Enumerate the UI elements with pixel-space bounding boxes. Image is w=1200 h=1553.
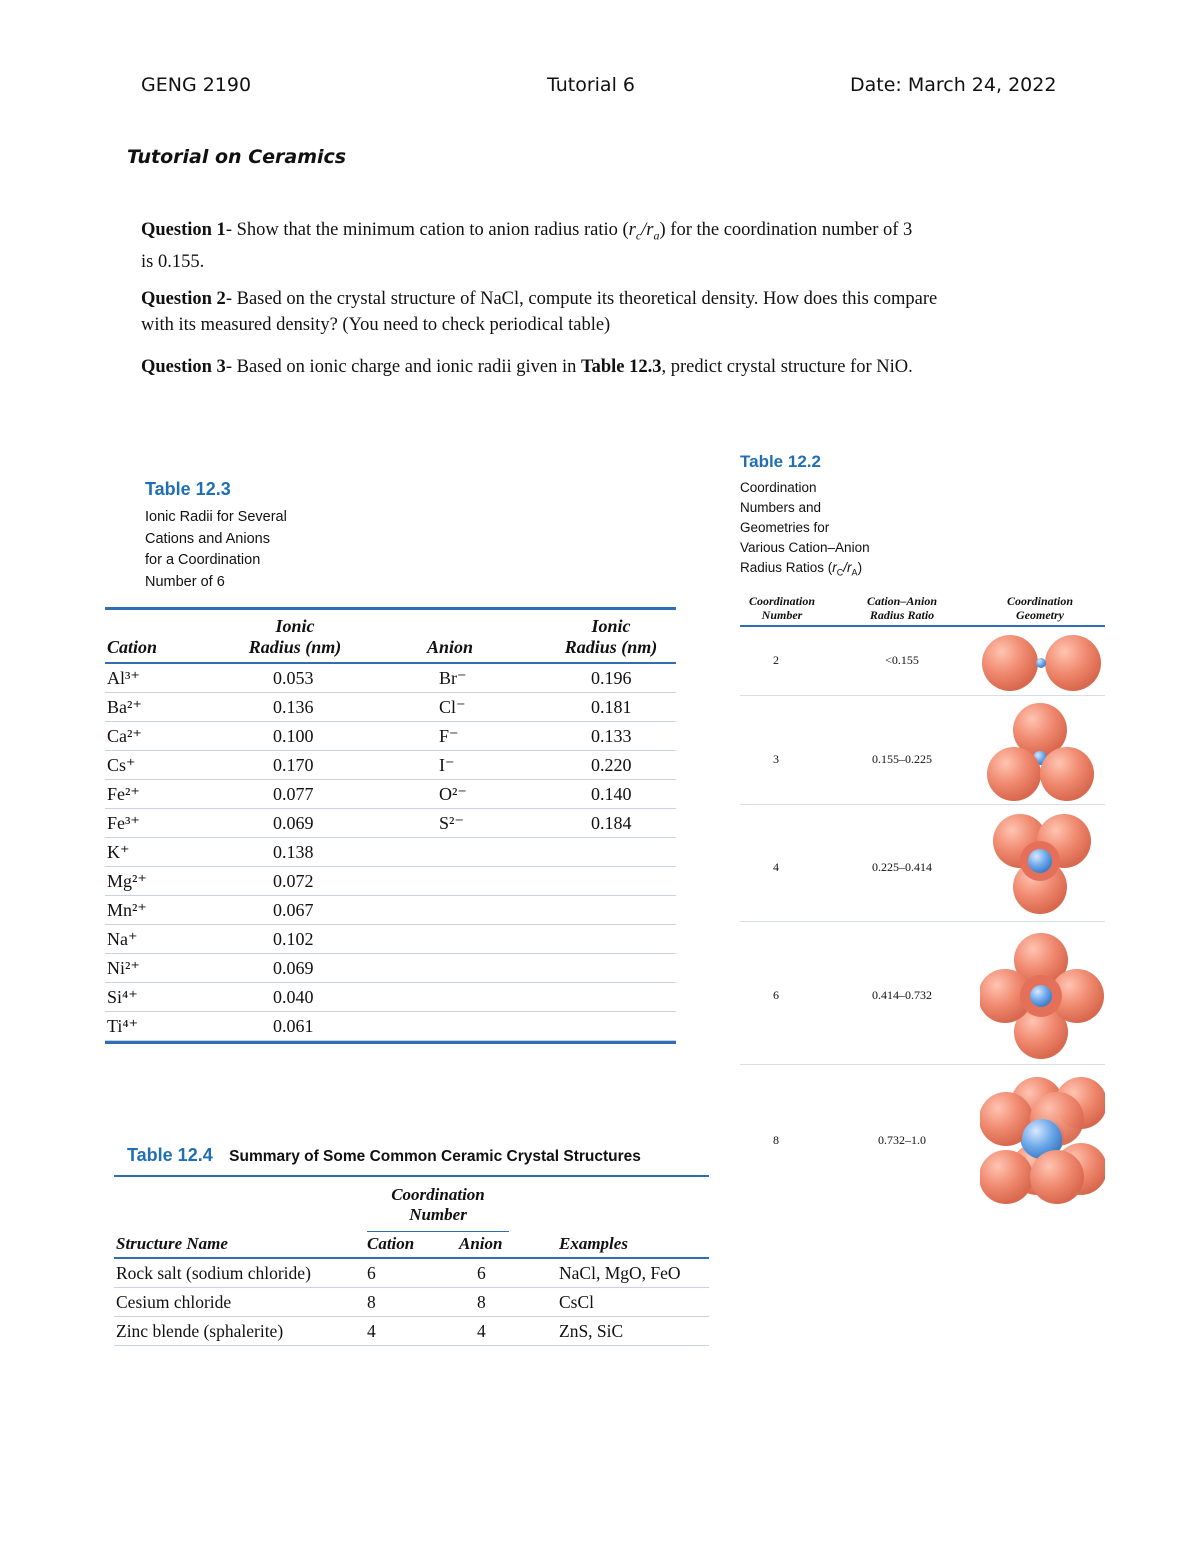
anion-cell: Br⁻ [439, 668, 467, 688]
table-row: 3 0.155–0.225 [740, 696, 1105, 805]
cation-cell: Mn²⁺ [107, 900, 147, 920]
table-row [105, 664, 676, 693]
header-course: GENG 2190 [141, 74, 252, 96]
cation-radius-cell: 0.102 [273, 929, 314, 949]
coordination-8-geometry-icon [980, 1065, 1105, 1205]
examples-cell: CsCl [559, 1292, 595, 1312]
examples-cell: NaCl, MgO, FeO [559, 1263, 681, 1283]
table-row [105, 838, 676, 867]
anion-cell: 6 [477, 1263, 486, 1283]
cation-cell: 8 [367, 1292, 376, 1312]
coordination-6-geometry-icon [980, 922, 1105, 1064]
table-row [105, 896, 676, 925]
table-12-3-description: Ionic Radii for Several Cations and Anions for a Coordination Number of 6 [145, 509, 287, 590]
anion-cell: 4 [477, 1321, 486, 1341]
table-row [105, 693, 676, 722]
cation-cell: 6 [367, 1263, 376, 1283]
table-12-3-caption: Table 12.3 [145, 479, 231, 499]
cation-cell: Ca²⁺ [107, 726, 142, 746]
cation-radius-cell: 0.072 [273, 871, 314, 891]
cation-cell: Si⁴⁺ [107, 987, 138, 1007]
examples-cell: ZnS, SiC [559, 1321, 624, 1341]
table-header: Coordination Number Cation–Anion Radius Ratio Coordination Geometry [740, 592, 1105, 627]
cation-cell: 4 [367, 1321, 376, 1341]
cation-cell: Fe²⁺ [107, 784, 140, 804]
cation-radius-cell: 0.040 [273, 987, 314, 1007]
anion-cell: F⁻ [439, 726, 459, 746]
cation-radius-cell: 0.067 [273, 900, 314, 920]
question-2: Question 2- Based on the crystal structure of NaCl, compute its theoretical density. How does this compare with its measured density? (You need to check periodical table) [141, 289, 938, 335]
table-12-4 [114, 1175, 709, 1346]
structure-name-cell: Zinc blende (sphalerite) [116, 1321, 284, 1341]
cation-cell: Fe³⁺ [107, 813, 140, 833]
anion-radius-cell: 0.220 [591, 755, 632, 775]
anion-radius-cell: 0.184 [591, 813, 632, 833]
anion-radius-cell: 0.133 [591, 726, 632, 746]
question-label: Question 2 [141, 289, 226, 309]
coordination-3-geometry-icon [980, 696, 1105, 804]
table-12-3 [105, 607, 676, 1044]
anion-cell: 8 [477, 1292, 486, 1312]
anion-radius-cell: 0.140 [591, 784, 632, 804]
cation-radius-cell: 0.069 [273, 958, 314, 978]
anion-radius-cell: 0.196 [591, 668, 632, 688]
table-row: 8 0.732–1.0 [740, 1065, 1105, 1205]
table-12-4-caption: Table 12.4 Summary of Some Common Ceramic Crystal Structures [127, 1145, 641, 1165]
table-row: 4 0.225–0.414 [740, 805, 1105, 922]
cation-cell: Na⁺ [107, 929, 138, 949]
table-row [105, 722, 676, 751]
cation-radius-cell: 0.053 [273, 668, 314, 688]
cation-cell: Ba²⁺ [107, 697, 142, 717]
header-tutorial: Tutorial 6 [547, 74, 635, 96]
table-row [114, 1259, 709, 1288]
table-row [105, 751, 676, 780]
cation-radius-cell: 0.170 [273, 755, 314, 775]
table-12-2-description: Coordination Numbers and Geometries for Various Cation–Anion Radius Ratios $(r_C/r_A)$ [740, 480, 870, 578]
ratio-math: $r_c/r_a$ [628, 220, 660, 243]
cation-cell: Al³⁺ [107, 668, 140, 688]
cation-cell: Mg²⁺ [107, 871, 147, 891]
question-1: Question 1- Show that the minimum cation to anion radius ratio $(r_c/r_a)$ for the coordination number of 3 is 0.155. [141, 220, 913, 272]
table-row [105, 1012, 676, 1041]
table-row: 6 0.414–0.732 [740, 922, 1105, 1065]
table-12-2-caption: Table 12.2 [740, 452, 821, 471]
header-date: Date: March 24, 2022 [850, 74, 1057, 96]
table-row [105, 780, 676, 809]
cation-radius-cell: 0.061 [273, 1016, 314, 1036]
cation-cell: Ni²⁺ [107, 958, 140, 978]
cation-cell: K⁺ [107, 842, 130, 862]
table-row [114, 1288, 709, 1317]
table-row [105, 925, 676, 954]
structure-name-cell: Cesium chloride [116, 1292, 232, 1312]
table-row [105, 809, 676, 838]
coordination-2-geometry-icon [980, 627, 1105, 695]
table-row [105, 867, 676, 896]
table-row [105, 954, 676, 983]
table-row [114, 1317, 709, 1346]
cation-radius-cell: 0.100 [273, 726, 314, 746]
question-3: Question 3- Based on ionic charge and ionic radii given in Table 12.3, predict crystal structure for NiO. [141, 357, 913, 377]
cation-cell: Cs⁺ [107, 755, 136, 775]
cation-radius-cell: 0.077 [273, 784, 314, 804]
table-12-2 [740, 592, 1105, 1205]
page-title: Tutorial on Ceramics [127, 146, 347, 168]
cation-cell: Ti⁴⁺ [107, 1016, 139, 1036]
coordination-4-geometry-icon [980, 805, 1105, 921]
anion-radius-cell: 0.181 [591, 697, 632, 717]
structure-name-cell: Rock salt (sodium chloride) [116, 1263, 311, 1283]
cation-radius-cell: 0.138 [273, 842, 314, 862]
anion-cell: Cl⁻ [439, 697, 466, 717]
table-header: Coordination Number Structure Name Cation Anion Examples [114, 1177, 709, 1259]
anion-cell: S²⁻ [439, 813, 464, 833]
anion-cell: I⁻ [439, 755, 455, 775]
question-label: Question 3 [141, 357, 226, 377]
table-header: Cation Ionic Radius (nm) Anion Ionic Radius (nm) [105, 610, 676, 664]
table-row: 2 <0.155 [740, 627, 1105, 696]
cation-radius-cell: 0.136 [273, 697, 314, 717]
question-label: Question 1 [141, 220, 226, 240]
cation-radius-cell: 0.069 [273, 813, 314, 833]
table-row [105, 983, 676, 1012]
anion-cell: O²⁻ [439, 784, 467, 804]
